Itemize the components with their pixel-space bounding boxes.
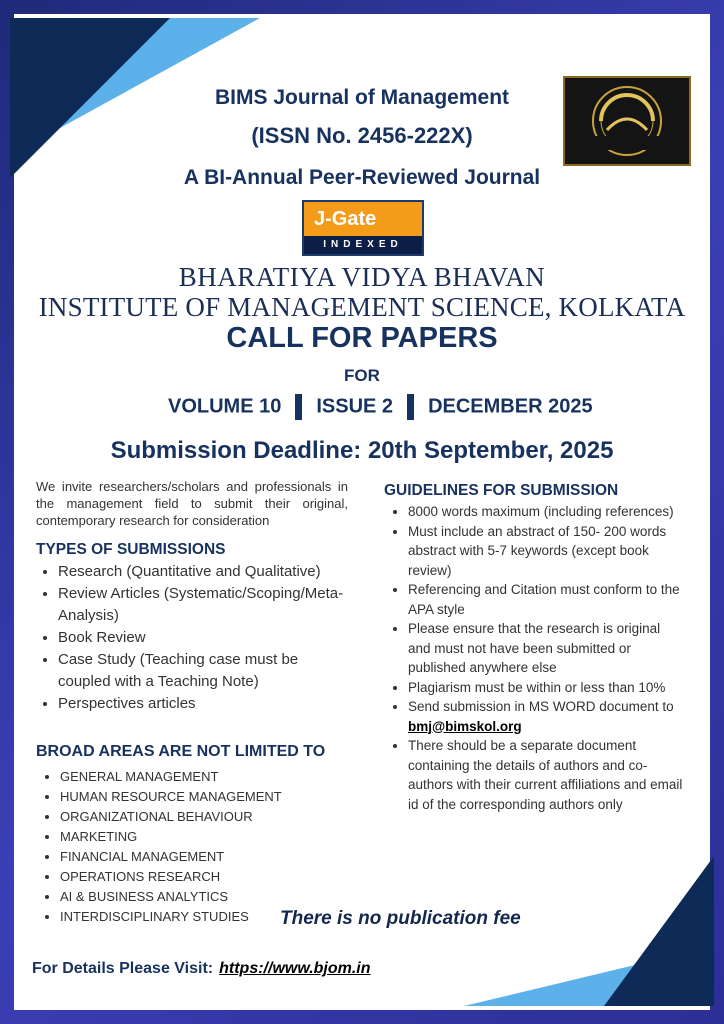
areas-heading: BROAD AREAS ARE NOT LIMITED TO — [36, 743, 326, 760]
jgate-indexed-label: INDEXED — [304, 236, 422, 254]
journal-name: BIMS Journal of Management — [214, 86, 510, 109]
jgate-label: J-Gate — [304, 202, 422, 236]
types-heading: TYPES OF SUBMISSIONS — [36, 541, 226, 558]
send-text: Send submission in MS WORD document to — [408, 699, 674, 714]
list-item: • FINANCIAL MANAGEMENT — [60, 847, 348, 867]
list-item: • INTERDISCIPLINARY STUDIES — [60, 907, 348, 927]
institute-line-2: INSTITUTE OF MANAGEMENT SCIENCE, KOLKATA — [38, 292, 686, 322]
guidelines-heading: GUIDELINES FOR SUBMISSION — [384, 482, 619, 499]
no-fee-notice: There is no publication fee — [280, 908, 521, 929]
website-link[interactable]: https://www.bjom.in — [219, 960, 371, 977]
list-item: • ORGANIZATIONAL BEHAVIOUR — [60, 807, 348, 827]
email-link[interactable]: bmj@bimskol.org — [408, 718, 522, 734]
institute-line-1: BHARATIYA VIDYA BHAVAN — [178, 262, 546, 292]
footer-label: For Details Please Visit: — [32, 960, 214, 977]
divider — [407, 394, 414, 420]
list-item: • MARKETING — [60, 827, 348, 847]
list-item: • Research (Quantitative and Qualitative) — [58, 561, 348, 583]
list-item: • Case Study (Teaching case must be coupled with a Teaching Note) — [58, 649, 348, 693]
right-column — [384, 482, 684, 814]
list-item: • Book Review — [58, 627, 348, 649]
tagline: A BI-Annual Peer-Reviewed Journal — [183, 166, 541, 189]
list-item: • There should be a separate document containing the details of authors and co-authors with their current affiliations and email id of the corresponding authors only — [408, 736, 684, 814]
list-item: • Review Articles (Systematic/Scoping/Meta-Analysis) — [58, 583, 348, 627]
left-column — [36, 478, 348, 927]
list-item: • HUMAN RESOURCE MANAGEMENT — [60, 787, 348, 807]
corner-triangle-dark-bottom — [604, 856, 714, 1006]
list-item: • AI & BUSINESS ANALYTICS — [60, 887, 348, 907]
issue-label: ISSUE 2 — [316, 395, 394, 418]
types-list — [36, 561, 348, 715]
for-label: FOR — [344, 366, 380, 385]
jgate-indexed-badge — [302, 200, 424, 256]
submission-deadline: Submission Deadline: 20th September, 2025 — [110, 437, 614, 464]
list-item: • 8000 words maximum (including references) — [408, 502, 684, 522]
list-item — [408, 697, 684, 736]
list-item: • GENERAL MANAGEMENT — [60, 767, 348, 787]
guidelines-list — [384, 502, 684, 814]
list-item: • Must include an abstract of 150- 200 words abstract with 5-7 keywords (except book review) — [408, 522, 684, 581]
issue-info — [168, 394, 593, 420]
areas-list — [36, 767, 348, 927]
issue-date: DECEMBER 2025 — [428, 395, 593, 418]
journal-logo-graphic — [565, 78, 689, 164]
volume-label: VOLUME 10 — [168, 395, 282, 418]
list-item: • Referencing and Citation must conform to the APA style — [408, 580, 684, 619]
footer-details — [32, 960, 371, 978]
list-item: • Perspectives articles — [58, 693, 348, 715]
list-item: • Plagiarism must be within or less than 10% — [408, 678, 684, 698]
list-item: • Please ensure that the research is original and must not have been submitted or published anywhere else — [408, 619, 684, 678]
divider — [295, 394, 302, 420]
call-for-papers-title: CALL FOR PAPERS — [226, 322, 498, 354]
journal-logo — [563, 76, 691, 166]
intro-text: We invite researchers/scholars and professionals in the management field to submit their original, contemporary research for consideration — [36, 479, 348, 528]
list-item: • OPERATIONS RESEARCH — [60, 867, 348, 887]
issn: (ISSN No. 2456-222X) — [251, 123, 473, 148]
